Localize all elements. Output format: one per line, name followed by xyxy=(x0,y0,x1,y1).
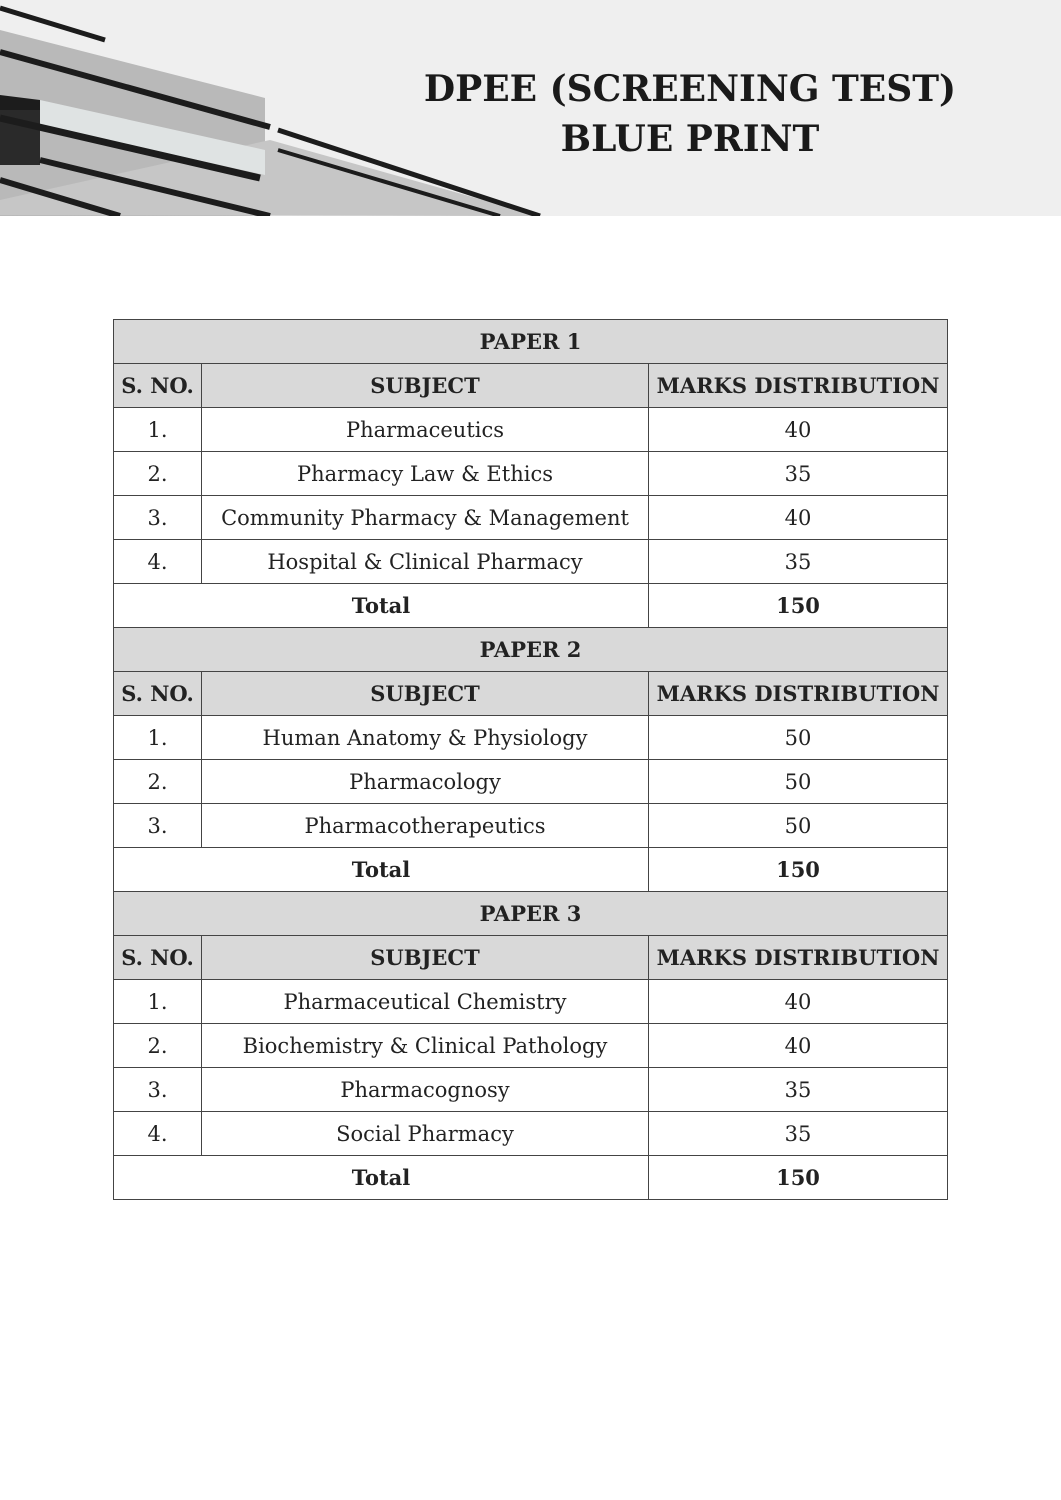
cell-sno: 1. xyxy=(114,716,202,760)
table-row xyxy=(114,1112,948,1156)
table-row xyxy=(114,496,948,540)
column-header-marks: MARKS DISTRIBUTION xyxy=(649,672,948,716)
cell-sno: 4. xyxy=(114,540,202,584)
cell-subject: Pharmacognosy xyxy=(202,1068,649,1112)
column-header-sno: S. NO. xyxy=(114,936,202,980)
cell-marks: 50 xyxy=(649,760,948,804)
cell-subject: Pharmaceutical Chemistry xyxy=(202,980,649,1024)
column-header-marks: MARKS DISTRIBUTION xyxy=(649,364,948,408)
column-header-subject: SUBJECT xyxy=(202,672,649,716)
table-header-row xyxy=(114,672,948,716)
table-row xyxy=(114,760,948,804)
cell-marks: 40 xyxy=(649,408,948,452)
cell-marks: 50 xyxy=(649,716,948,760)
total-value: 150 xyxy=(649,848,948,892)
cell-subject: Pharmacy Law & Ethics xyxy=(202,452,649,496)
cell-marks: 40 xyxy=(649,496,948,540)
column-header-subject: SUBJECT xyxy=(202,364,649,408)
cell-sno: 4. xyxy=(114,1112,202,1156)
cell-marks: 35 xyxy=(649,1112,948,1156)
paper-title-row xyxy=(114,892,948,936)
cell-marks: 40 xyxy=(649,1024,948,1068)
paper-title: PAPER 1 xyxy=(114,320,948,364)
blueprint-table xyxy=(113,319,948,1200)
table-row xyxy=(114,804,948,848)
cell-subject: Community Pharmacy & Management xyxy=(202,496,649,540)
cell-sno: 3. xyxy=(114,496,202,540)
cell-sno: 2. xyxy=(114,760,202,804)
cell-sno: 2. xyxy=(114,1024,202,1068)
total-value: 150 xyxy=(649,1156,948,1200)
cell-marks: 50 xyxy=(649,804,948,848)
cell-subject: Human Anatomy & Physiology xyxy=(202,716,649,760)
paper-title-row xyxy=(114,628,948,672)
cell-subject: Biochemistry & Clinical Pathology xyxy=(202,1024,649,1068)
cell-sno: 1. xyxy=(114,408,202,452)
total-label: Total xyxy=(114,1156,649,1200)
total-row xyxy=(114,1156,948,1200)
page-title: DPEE (SCREENING TEST) BLUE PRINT xyxy=(423,68,957,160)
table-row xyxy=(114,716,948,760)
cell-subject: Hospital & Clinical Pharmacy xyxy=(202,540,649,584)
total-label: Total xyxy=(114,848,649,892)
table-row xyxy=(114,980,948,1024)
total-row xyxy=(114,848,948,892)
table-header-row xyxy=(114,936,948,980)
cell-sno: 3. xyxy=(114,804,202,848)
total-value: 150 xyxy=(649,584,948,628)
column-header-sno: S. NO. xyxy=(114,364,202,408)
cell-marks: 35 xyxy=(649,452,948,496)
table-row xyxy=(114,408,948,452)
cell-sno: 2. xyxy=(114,452,202,496)
cell-subject: Social Pharmacy xyxy=(202,1112,649,1156)
table-row xyxy=(114,1024,948,1068)
paper-title: PAPER 3 xyxy=(114,892,948,936)
paper-title: PAPER 2 xyxy=(114,628,948,672)
table-row xyxy=(114,452,948,496)
column-header-marks: MARKS DISTRIBUTION xyxy=(649,936,948,980)
cell-subject: Pharmacotherapeutics xyxy=(202,804,649,848)
column-header-subject: SUBJECT xyxy=(202,936,649,980)
table-header-row xyxy=(114,364,948,408)
cell-marks: 35 xyxy=(649,1068,948,1112)
header-band xyxy=(0,0,1061,216)
total-row xyxy=(114,584,948,628)
cell-marks: 35 xyxy=(649,540,948,584)
cell-sno: 3. xyxy=(114,1068,202,1112)
cell-subject: Pharmacology xyxy=(202,760,649,804)
column-header-sno: S. NO. xyxy=(114,672,202,716)
cell-marks: 40 xyxy=(649,980,948,1024)
total-label: Total xyxy=(114,584,649,628)
paper-title-row xyxy=(114,320,948,364)
table-row xyxy=(114,1068,948,1112)
cell-sno: 1. xyxy=(114,980,202,1024)
table-row xyxy=(114,540,948,584)
cell-subject: Pharmaceutics xyxy=(202,408,649,452)
